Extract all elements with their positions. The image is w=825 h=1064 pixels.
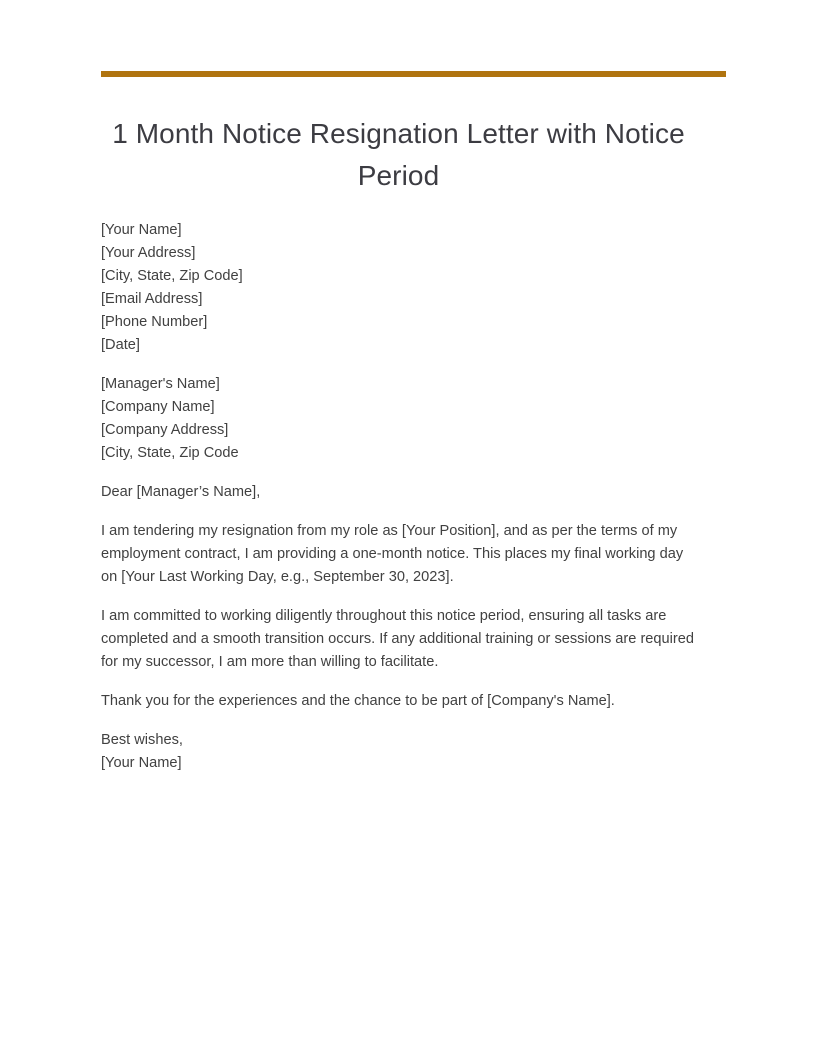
spacer-para3-closing — [101, 713, 699, 729]
page-title: 1 Month Notice Resignation Letter with Notice Period — [112, 118, 685, 191]
recipient-address-block — [101, 373, 699, 465]
recipient-line-manager-name: [Manager's Name] — [101, 376, 220, 392]
spacer-salutation-para1 — [101, 504, 699, 520]
recipient-line-company-address: [Company Address] — [101, 422, 229, 438]
header-accent-rule — [101, 71, 726, 77]
sender-line-address: [Your Address] — [101, 245, 196, 261]
sender-line-email: [Email Address] — [101, 291, 203, 307]
sender-line-city-state-zip: [City, State, Zip Code] — [101, 268, 243, 284]
recipient-line-city-state-zip: [City, State, Zip Code — [101, 445, 239, 461]
salutation-line: Dear [Manager’s Name], — [101, 484, 261, 500]
sender-address-block — [101, 219, 699, 357]
sender-line-date: [Date] — [101, 337, 140, 353]
letter-body — [101, 219, 699, 775]
sender-line-name: [Your Name] — [101, 222, 182, 238]
body-paragraph-1: I am tendering my resignation from my role as [Your Position], and as per the terms of my employment contract, I am providing a one-month notice. This places my final working day on [Your Last Working Day, e.g., September 30, 2023]. — [101, 523, 684, 585]
recipient-line-company-name: [Company Name] — [101, 399, 215, 415]
spacer-para1-para2 — [101, 589, 699, 605]
body-paragraph-3: Thank you for the experiences and the chance to be part of [Company's Name]. — [101, 693, 615, 709]
sender-line-phone: [Phone Number] — [101, 314, 208, 330]
closing-signature-name: [Your Name] — [101, 755, 182, 771]
spacer-para2-para3 — [101, 674, 699, 690]
spacer-recipient-salutation — [101, 465, 699, 481]
body-paragraph-2: I am committed to working diligently throughout this notice period, ensuring all tasks are completed and a smooth transition occurs. If any additional training or sessions are required for my successor, I am more than willing to facilitate. — [101, 608, 694, 670]
spacer-sender-recipient — [101, 357, 699, 373]
closing-block — [101, 729, 699, 775]
closing-valediction: Best wishes, — [101, 732, 183, 748]
